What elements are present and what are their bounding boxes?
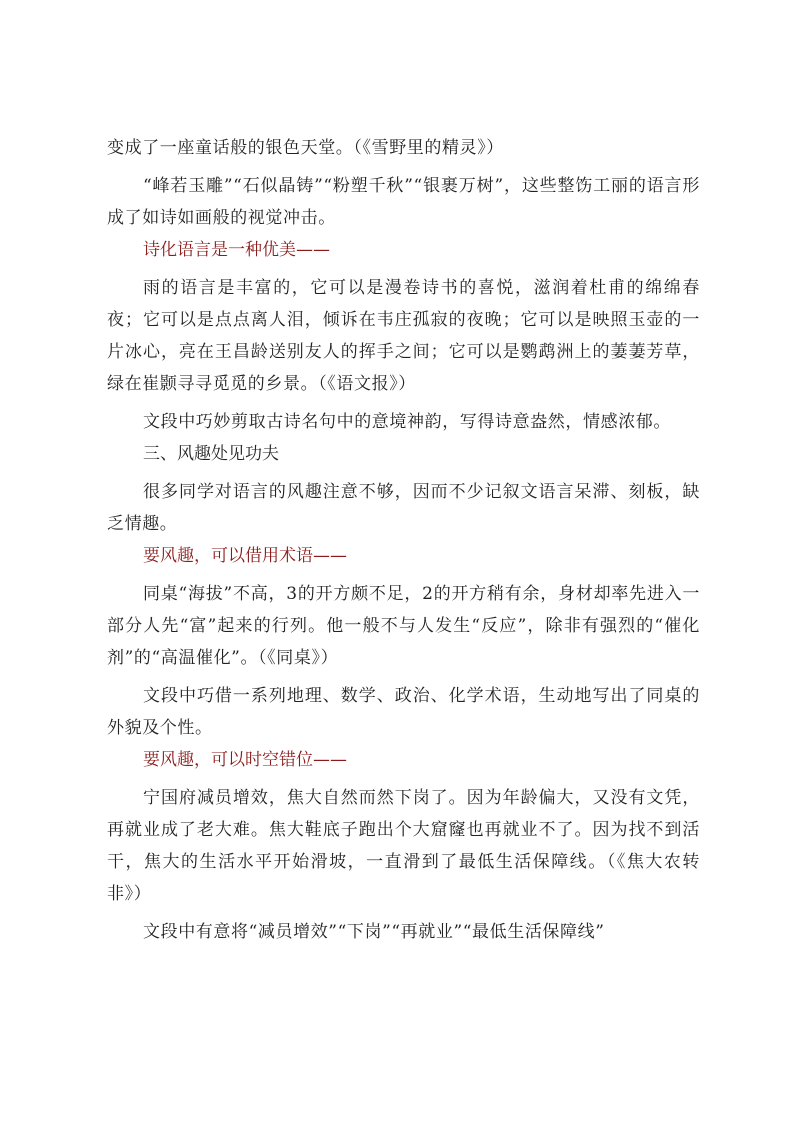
paragraph: “峰若玉雕”“石似晶铸”“粉塑千秋”“银裹万树”，这些整饬工丽的语言形成了如诗如画般的视觉冲击。 bbox=[107, 176, 700, 228]
paragraph: 文段中有意将“减员增效”“下岗”“再就业”“最低生活保障线” bbox=[143, 922, 605, 942]
section-heading: 三、风趣处见功夫 bbox=[143, 444, 279, 464]
paragraph: 同桌“海拔”不高，3的开方颇不足，2的开方稍有余，身材却率先进入一部分人先“富”起来的行列。他一般不与人发生“反应”，除非有强烈的“催化剂”的“高温催化”。（《同桌》） bbox=[107, 584, 700, 668]
paragraph: 很多同学对语言的风趣注意不够，因而不少记叙文语言呆滞、刻板，缺乏情趣。 bbox=[107, 482, 700, 534]
paragraph: 文段中巧妙剪取古诗名句中的意境神韵，写得诗意盎然，情感浓郁。 bbox=[143, 412, 671, 432]
document-body bbox=[107, 132, 700, 948]
subheading: 诗化语言是一种优美—— bbox=[143, 240, 330, 260]
paragraph: 雨的语言是丰富的，它可以是漫卷诗书的喜悦，滋润着杜甫的绵绵春夜；它可以是点点离人泪，倾诉在韦庄孤寂的夜晚；它可以是映照玉壶的一片冰心，亮在王昌龄送别友人的挥手之间；它可以是鹦鹉洲上的萋萋芳草，绿在崔颢寻寻觅觅的乡景。（《语文报》） bbox=[107, 278, 700, 394]
subheading: 要风趣，可以借用术语—— bbox=[143, 546, 347, 566]
subheading: 要风趣，可以时空错位—— bbox=[143, 750, 347, 770]
paragraph: 文段中巧借一系列地理、数学、政治、化学术语，生动地写出了同桌的外貌及个性。 bbox=[107, 686, 700, 738]
paragraph: 变成了一座童话般的银色天堂。（《雪野里的精灵》） bbox=[107, 138, 504, 158]
paragraph: 宁国府减员增效，焦大自然而然下岗了。因为年龄偏大，又没有文凭，再就业成了老大难。焦大鞋底子跑出个大窟窿也再就业不了。因为找不到活干，焦大的生活水平开始滑坡，一直滑到了最低生活保障线。（《焦大农转非》） bbox=[107, 788, 700, 904]
